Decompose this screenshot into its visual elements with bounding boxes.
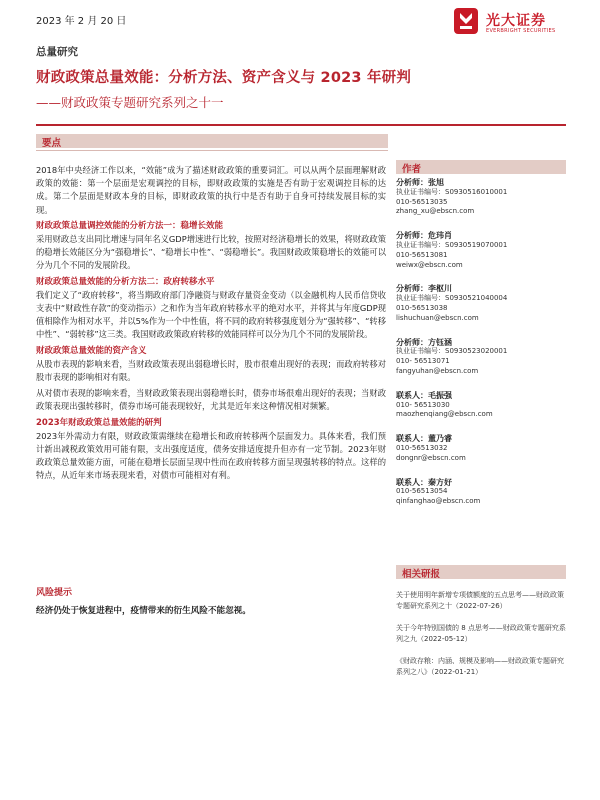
related-list: [396, 590, 566, 689]
author-name-line: 分析师：方钰涵: [396, 337, 452, 347]
section-heading-4: 2023年财政政策总量效能的研判: [36, 417, 162, 428]
keypoints-body: [36, 164, 386, 483]
section-heading-1: 财政政策总量调控效能的分析方法一：稳增长效能: [36, 220, 224, 231]
risk-text: 经济仍处于恢复进程中，疫情带来的衍生风险不能忽视。: [36, 606, 251, 616]
author-card: [396, 178, 566, 217]
brand-logo: [452, 6, 572, 40]
related-header: [396, 565, 566, 579]
contact-email[interactable]: maozhenqiang@ebscn.com: [396, 410, 493, 419]
contact-name-line: 联系人：毛振强: [396, 390, 452, 400]
report-date: 2023 年 2 月 20 日: [36, 16, 127, 27]
authors-label: 作者: [402, 164, 422, 175]
author-email[interactable]: lishuchuan@ebscn.com: [396, 313, 479, 322]
intro-paragraph: 2018年中央经济工作以来，“效能”成为了描述财政政策的重要词汇。可以从两个层面理解财政政策的效能：第一个层面是宏观调控的目标，即财政政策的实施是否有助于宏观调控目标的达成。第二个层面是财政本身的目标，即财政政策的执行中是否有助于自身可持续发展目标的实现。: [36, 165, 386, 215]
related-report-link[interactable]: 关于今年特别国债的 8 点思考——财政政策专题研究系列之九（2022-05-12）: [396, 624, 566, 643]
author-email[interactable]: zhang_xu@ebscn.com: [396, 207, 475, 216]
report-title: 财政政策总量效能：分析方法、资产含义与 2023 年研判: [36, 70, 412, 86]
section-heading-3: 财政政策总量效能的资产含义: [36, 345, 147, 356]
author-email[interactable]: weiwx@ebscn.com: [396, 260, 463, 269]
author-cert: 执业证书编号：S0930519070001: [396, 240, 508, 249]
paragraph-1: 采用财政总支出同比增速与同年名义GDP增速进行比较，按照对经济稳增长的效果，将财政政策的稳增长效能区分为“强稳增长”、“稳增长中性”、“弱稳增长”。我国财政政策稳增长的效能可以分为几个不同的发展阶段。: [36, 234, 386, 271]
authors-header: [396, 160, 566, 174]
contact-card: [396, 434, 566, 463]
contact-name-line: 联系人：秦方好: [396, 477, 452, 487]
keypoints-divider: [36, 150, 388, 151]
author-phone: 010-56513081: [396, 250, 448, 259]
contact-card: [396, 478, 566, 507]
author-card: [396, 338, 566, 377]
author-name-line: 分析师：张旭: [396, 178, 444, 187]
author-phone: 010-56513038: [396, 303, 448, 312]
contact-email[interactable]: dongnr@ebscn.com: [396, 453, 466, 462]
author-phone: 010- 56513071: [396, 357, 450, 366]
brand-name: 光大证券: [486, 13, 546, 29]
keypoints-label: 要点: [42, 138, 62, 149]
contact-email[interactable]: qinfanghao@ebscn.com: [396, 497, 481, 506]
author-name-line: 分析师：李枢川: [396, 284, 452, 294]
paragraph-5: 2023年外需动力有限，财政政策需继续在稳增长和政府转移两个层面发力。具体来看，我们预计新出减税政策效用可能有限，支出强度适度，债务安排适度提升但亦有一定节制。2023年财政政策总量效能方面，可能在稳增长层面呈现中性而在政府转移方面呈现强转移的特点。这样的特点，从近年来市场表现来看，对债市可能相对有利。: [36, 430, 386, 481]
paragraph-2: 我们定义了“政府转移”，将当期政府部门净融资与财政存量资金变动（以金融机构人民币信贷收支表中“财政性存款”的变动指示）之和作为当年政府转移水平的绝对水平，并将其与年度GDP现值相除作为相对水平，并以5%作为一个中性值，将不同的政府转移强度划分为“强转移”、“转移中性”、“弱转移”这三类。我国财政政策政府转移的效能同样可以分为几个不同的发展阶段。: [36, 289, 386, 340]
author-card: [396, 231, 566, 270]
brand-name-en: EVERBRIGHT SECURITIES: [486, 28, 556, 34]
report-subtitle: ——财政政策专题研究系列之十一: [36, 95, 224, 110]
author-name-line: 分析师：危玮肖: [396, 231, 452, 241]
related-label: 相关研报: [402, 569, 441, 580]
contact-card: [396, 391, 566, 420]
contact-phone: 010-56513054: [396, 487, 448, 496]
related-report-link[interactable]: 《财政存粮：内涵、规模及影响——财政政策专题研究系列之八》（2022-01-21）: [396, 657, 564, 676]
logo-mark-icon: [452, 6, 480, 36]
risk-heading: 风险提示: [36, 588, 73, 598]
paragraph-4: 从对债市表现的影响来看，当财政政策表现出弱稳增长时，债券市场很难出现好的表现；当财政政策表现出强转移时，债券市场可能表现较好，尤其是近年来这种情况相对频繁。: [36, 388, 386, 412]
author-email[interactable]: fangyuhan@ebscn.com: [396, 366, 479, 375]
authors-list: [396, 178, 566, 521]
author-cert: 执业证书编号：S0930521040004: [396, 294, 508, 303]
author-card: [396, 284, 566, 323]
author-cert: 执业证书编号：S0930516010001: [396, 187, 508, 196]
author-phone: 010-56513035: [396, 197, 448, 206]
related-report-link[interactable]: 关于使用明年新增专项债额度的五点思考——财政政策专题研究系列之十（2022-07-26）: [396, 591, 564, 610]
section-heading-2: 财政政策总量效能的分析方法二：政府转移水平: [36, 276, 215, 287]
title-divider: [36, 124, 566, 126]
contact-phone: 010- 56513030: [396, 400, 450, 409]
report-category: 总量研究: [36, 46, 78, 58]
contact-phone: 010-56513032: [396, 443, 448, 452]
keypoints-header: [36, 134, 388, 148]
paragraph-3: 从股市表现的影响来看，当财政政策表现出弱稳增长时，股市很难出现好的表现；而政府转移对股市表现的影响相对有限。: [36, 358, 386, 383]
contact-name-line: 联系人：董乃睿: [396, 434, 452, 444]
author-cert: 执业证书编号：S0930523020001: [396, 347, 508, 356]
